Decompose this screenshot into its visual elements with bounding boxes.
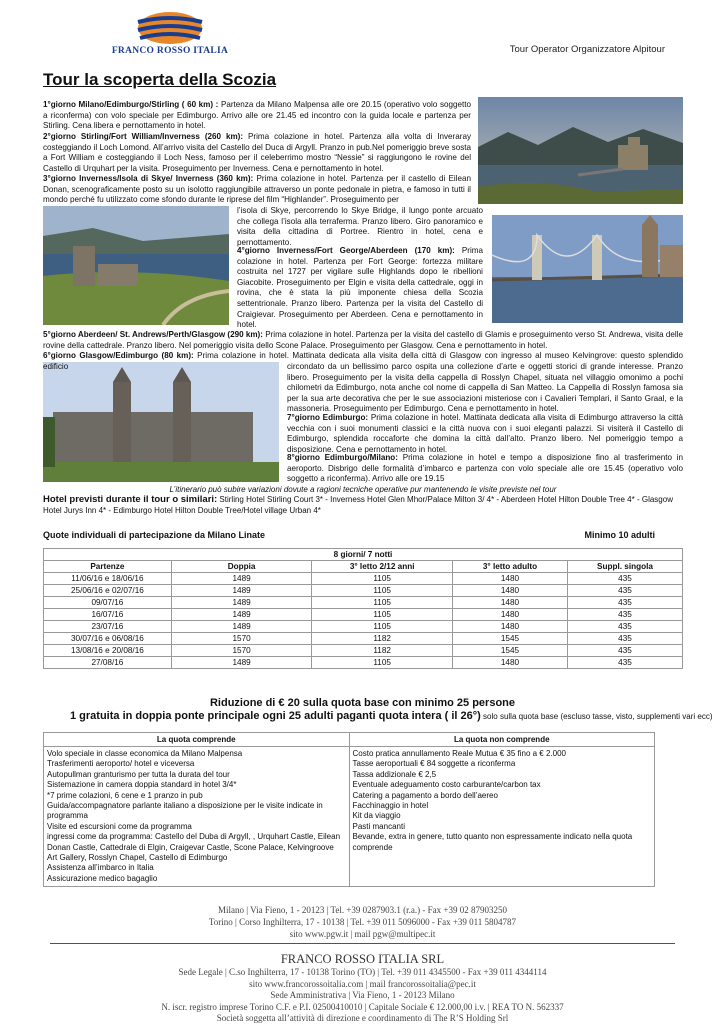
included-item: Assistenza all’imbarco in Italia xyxy=(47,863,154,873)
day-2-heading: 2°giorno Stirling/Fort William/Inverness (260 km): xyxy=(43,132,244,141)
col-terzo-letto-adulto: 3° letto adulto xyxy=(452,561,567,573)
day-3-heading: 3°giorno Inverness/Isola di Skye/ Inverness (360 km): xyxy=(43,174,254,183)
col-doppia: Doppia xyxy=(171,561,312,573)
free-offer-note: solo sulla quota base (escluso tasse, visto, supplementi vari ecc) xyxy=(480,712,713,721)
price-cell: 1545 xyxy=(452,633,567,645)
day-7 xyxy=(287,413,683,455)
price-cell: 09/07/16 xyxy=(44,597,172,609)
included-item: Volo speciale in classe economica da Milano Malpensa xyxy=(47,749,243,758)
page-title: Tour la scoperta della Scozia xyxy=(43,70,277,89)
price-cell: 27/08/16 xyxy=(44,657,172,669)
price-cell: 1105 xyxy=(312,609,453,621)
price-row xyxy=(44,585,683,597)
legal-seat: Sede Legale | C.so Inghilterra, 17 - 10138 Torino (TO) | Tel. +39 011 4345500 - Fax +39 011 4344114 xyxy=(178,967,547,977)
excluded-item: Costo pratica annullamento Reale Mutua € 35 fino a € 2.000 xyxy=(352,749,566,758)
price-cell: 30/07/16 e 06/08/16 xyxy=(44,633,172,645)
day-1 xyxy=(43,100,471,132)
day-2 xyxy=(43,132,471,174)
logo-emblem xyxy=(100,10,240,46)
price-cell: 435 xyxy=(567,585,682,597)
day-6-heading: 6°giorno Glasgow/Edimburgo (80 km): xyxy=(43,351,194,360)
excluded-item: Bevande, extra in genere, tutto quanto non espressamente indicato nella quota comprende xyxy=(352,832,633,852)
excluded-header: La quota non comprende xyxy=(349,733,655,747)
day-5-text: Prima colazione in hotel. Partenza per la visita del castello di Glamis e proseguimento verso St. Andrewa, visita delle rovine della cattedrale. Pranzo libero. Nel pomeriggio visita dello Scone Palace. Proseguimento per Glasgow. Cena e pernottamento in hotel. xyxy=(43,330,683,350)
price-cell: 1480 xyxy=(452,573,567,585)
torino-office: Torino | Corso Inghilterra, 17 - 10138 | Tel. +39 011 5096000 - Fax +39 011 5804787 xyxy=(208,917,517,927)
day-6-text: Prima colazione in hotel. Mattinata dedicata alla visita della città di Glasgow con ingresso al museo Kelvingrove: questo splendido edificio xyxy=(43,351,683,371)
day-6-continued xyxy=(287,362,683,415)
price-rows xyxy=(44,573,683,669)
milano-office: Milano | Via Fieno, 1 - 20123 | Tel. +39 0287903.1 (r.a.) - Fax +39 02 87903250 xyxy=(218,905,507,915)
price-cell: 1105 xyxy=(312,657,453,669)
price-cell: 1480 xyxy=(452,597,567,609)
price-cell: 1545 xyxy=(452,645,567,657)
col-partenze: Partenze xyxy=(44,561,172,573)
price-row xyxy=(44,609,683,621)
price-cell: 25/06/16 e 02/07/16 xyxy=(44,585,172,597)
included-item: Visite ed escursioni come da programma xyxy=(47,821,192,831)
price-cell: 1182 xyxy=(312,645,453,657)
photo-inverness-bridge xyxy=(492,215,683,323)
price-cell: 1105 xyxy=(312,621,453,633)
day-5 xyxy=(43,330,683,351)
included-item: Trasferimenti aeroporto/ hotel e viceversa xyxy=(47,759,195,769)
price-cell: 13/08/16 e 20/08/16 xyxy=(44,645,172,657)
price-cell: 1480 xyxy=(452,609,567,621)
excluded-item: Pasti mancanti xyxy=(352,821,405,831)
price-cell: 1105 xyxy=(312,573,453,585)
day-4-text: Prima colazione in hotel. Partenza per Fort George: fortezza militare costruita nel 1727 per vigilare sulle Highlands dopo le ribellioni Giacobite. Proseguimento per Elgin e visita della cattedrale, oggi in rovina, che è stata la più imponente chiesa della Scozia settentrionale. Pranzo libero. Partenza per la visita del Castello di Craigievar. Proseguimento per Aberdeen. Cena e pernottamento in hotel. xyxy=(237,246,484,330)
tagline: Tour Operator Organizzatore Alpitour xyxy=(509,44,665,55)
registry-info: N. iscr. registro imprese Torino C.F. e P.I. 02500410010 | Capitale Sociale € 12.000,00 i.v. | REA TO N. 562337 xyxy=(161,1001,564,1012)
price-row xyxy=(44,633,683,645)
day-5-heading: 5°giorno Aberdeen/ St. Andrews/Perth/Glasgow (290 km): xyxy=(43,330,263,339)
price-row xyxy=(44,657,683,669)
price-row xyxy=(44,645,683,657)
day-1-heading: 1°giorno Milano/Edimburgo/Stirling ( 60 km) : xyxy=(43,100,219,109)
excluded-list xyxy=(349,747,655,887)
minimum-label: Minimo 10 adulti xyxy=(584,530,655,540)
included-item: *7 prime colazioni, 6 cene e 1 pranzo in pub xyxy=(47,790,203,800)
day-3-text-cont: l’isola di Skye, percorrendo lo Skye Bridge, il lungo ponte arcuato che collega l’isola alla terraferma. Pranzo libero. Giro panoramico e visita della cittadina di Portree. Rientro in hotel, cena e pernottamento. xyxy=(237,206,483,247)
inclusions-table xyxy=(43,732,655,887)
price-cell: 435 xyxy=(567,645,682,657)
price-row xyxy=(44,621,683,633)
price-cell: 16/07/16 xyxy=(44,609,172,621)
price-cell: 1489 xyxy=(171,597,312,609)
company-name: FRANCO ROSSO ITALIA SRL xyxy=(280,952,445,966)
day-3-text: Prima colazione in hotel. Partenza per il castello di Eilean Donan, scenograficamente posto su un isolotto raggiungibile attraverso un ponte pedonale in pietra, e famoso in tutti il mondo perché fu utilizzato come sfondo durante le riprese del film “Highlander”. Proseguimento per xyxy=(43,174,471,205)
price-table xyxy=(43,548,683,669)
hotels-text: Stirling Hotel Stirling Court 3* - Inverness Hotel Glen Mhor/Palace Milton 3/ 4* - Aberdeen Hotel Hilton Double Tree 4* - Glasgow Hotel Jurys Inn 4* - Edimburgo Hotel Hilton Double Tree/Hotel village Urban 4* xyxy=(43,495,673,515)
col-suppl-singola: Suppl. singola xyxy=(567,561,682,573)
holding-info: Società soggetta all’attività di direzione e coordinamento di The R’S Holding Srl xyxy=(216,1013,509,1023)
price-cell: 1182 xyxy=(312,633,453,645)
price-cell: 435 xyxy=(567,609,682,621)
day-4-heading: 4°giorno Inverness/Fort George/Aberdeen (170 km): xyxy=(237,246,455,255)
company-contacts: sito www.francorossoitalia.com | mail francorossoitalia@pec.it xyxy=(249,978,476,989)
price-cell: 435 xyxy=(567,633,682,645)
itinerary-note: L’itinerario può subire variazioni dovute a ragioni tecniche operative pur mantenendo le visite previste nel tour xyxy=(169,485,557,494)
photo-eilean-donan xyxy=(478,97,683,204)
price-cell: 435 xyxy=(567,621,682,633)
excluded-item: Catering a pagamento a bordo dell’aereo xyxy=(352,790,498,800)
hotels-section xyxy=(43,495,683,516)
hotels-label: Hotel previsti durante il tour o similari: xyxy=(43,494,218,505)
col-terzo-letto-bambini: 3° letto 2/12 anni xyxy=(312,561,453,573)
excluded-item: Tassa addizionale € 2,5 xyxy=(352,769,437,779)
day-8-heading: 8°giorno Edimburgo/Milano: xyxy=(287,453,398,462)
free-offer xyxy=(70,710,713,722)
day-7-text: Prima colazione in hotel. Mattinata dedicata alla visita di Edimburgo attraverso la città vecchia con i suoi monumenti classici e la città nuova con i suoi eleganti palazzi. Si visiterà il Castello di Edimburgo, splendida roccaforte che domina la città dall’alto. Pranzo libero. Nel pomeriggio tempo a disposizione. Cena e pernottamento in hotel. xyxy=(287,413,683,454)
price-cell: 1570 xyxy=(171,633,312,645)
admin-seat: Sede Amministrativa | Via Fieno, 1 - 20123 Milano xyxy=(270,990,455,1000)
included-header: La quota comprende xyxy=(44,733,350,747)
excluded-item: Kit da viaggio xyxy=(352,811,401,821)
price-cell: 1105 xyxy=(312,597,453,609)
price-cell: 1489 xyxy=(171,585,312,597)
price-cell: 435 xyxy=(567,597,682,609)
price-cell: 1480 xyxy=(452,585,567,597)
day-1-text: Partenza da Milano Malpensa alle ore 20.15 (operativo volo soggetto a riconferma) con volo speciale per Edimburgo. Arrivo alle ore 21.45 ed incontro con la guida locale e partenza per Stirling. Cena libera e pernottamento in hotel. xyxy=(43,100,471,131)
excluded-item: Eventuale adeguamento costo carburante/carbon tax xyxy=(352,780,541,790)
included-item: ingressi come da programma: Castello del Duba di Argyll, , Urquhart Castle, Eilean Donan Castle, Cattedrale di Elgin, Craigevar Castle, Scone Palace, Kelvingroove Art Gallery, Rosslyn Chapel, Castello di Edimburgo xyxy=(47,832,341,863)
free-offer-text: 1 gratuita in doppia ponte principale ogni 25 adulti paganti quota intera ( il 26°) xyxy=(70,710,481,722)
included-list xyxy=(44,747,350,887)
price-cell: 1489 xyxy=(171,573,312,585)
price-cell: 1480 xyxy=(452,621,567,633)
excluded-item: Tasse aeroportuali € 84 soggette a riconferma xyxy=(352,759,516,769)
day-4 xyxy=(237,246,483,331)
price-row xyxy=(44,597,683,609)
company-logo xyxy=(100,10,240,56)
price-row xyxy=(44,573,683,585)
photo-glasgow-building xyxy=(43,362,279,482)
price-cell: 11/06/16 e 18/06/16 xyxy=(44,573,172,585)
price-cell: 1570 xyxy=(171,645,312,657)
photo-urquhart-castle xyxy=(43,206,229,325)
included-item: Guida/accompagnatore parlante italiano a disposizione per le visite indicate in programma xyxy=(47,801,323,821)
price-cell: 1105 xyxy=(312,585,453,597)
day-2-text: Prima colazione in hotel. Partenza alla volta di Inveraray costeggiando il Loch Lomond. All’arrivo visita del Castello del Duca di Argyll. Pranzo in pub.Nel pomeriggio breve sosta a Fort William e costeggiando il Loch Ness, famoso per il celeberrimo mostro “Nessie” si raggiungono le rovine del Castello di Urquhart per la visita. Proseguimento per Inverness. Cena e pernottamento in hotel. xyxy=(43,132,471,173)
reduction-offer: Riduzione di € 20 sulla quota base con minimo 25 persone xyxy=(209,697,515,709)
company-details xyxy=(0,967,725,1025)
price-cell: 1480 xyxy=(452,657,567,669)
day-3 xyxy=(43,174,471,206)
day-8 xyxy=(287,453,683,485)
price-cell: 1489 xyxy=(171,657,312,669)
day-6-text-cont: circondato da un bellissimo parco ospita una collezione d’arte e oggetti storici di grande interesse. Pranzo libero. Proseguimento per la visita della cappella di Rosslyn Chapel, situata nel villaggio omonimo a pochi chilometri da Edimburgo, nota anche col nome di cappella di San Matteo. La Cappella di Rosslyn famosa sia per la sua arte decorativa che per le sue associazioni misteriose con i Cavalieri Templari, il Santo Graal, e la massoneria. Proseguimento per Edimburgo. Cena e pernottamento in hotel. xyxy=(287,362,683,414)
price-cell: 435 xyxy=(567,657,682,669)
day-7-heading: 7°giorno Edimburgo: xyxy=(287,413,369,422)
price-cell: 1489 xyxy=(171,621,312,633)
price-cell: 23/07/16 xyxy=(44,621,172,633)
logo-text: FRANCO ROSSO ITALIA xyxy=(111,46,229,56)
quote-label: Quote individuali di partecipazione da Milano Linate xyxy=(43,530,266,540)
excluded-item: Facchinaggio in hotel xyxy=(352,801,429,811)
pgw-contacts: sito www.pgw.it | mail pgw@multipec.it xyxy=(289,929,436,939)
office-addresses xyxy=(0,904,725,940)
day-8-text: Prima colazione in hotel e tempo a disposizione fino al trasferimento in aeroporto. Disbrigo delle formalità d’imbarco e partenza con volo speciale alle ore 15.45 (operativo volo soggetto a riconferma). Arrivo alle ore 19.15 xyxy=(287,453,683,484)
price-cell: 435 xyxy=(567,573,682,585)
price-table-span: 8 giorni/ 7 notti xyxy=(44,549,683,561)
included-item: Autopullman granturismo per tutta la durata del tour xyxy=(47,769,230,779)
day-3-continued xyxy=(237,206,483,248)
included-item: Assicurazione medico bagaglio xyxy=(47,873,158,883)
included-item: Sistemazione in camera doppia standard in hotel 3/4* xyxy=(47,780,237,790)
price-cell: 1489 xyxy=(171,609,312,621)
footer-divider xyxy=(50,943,675,944)
